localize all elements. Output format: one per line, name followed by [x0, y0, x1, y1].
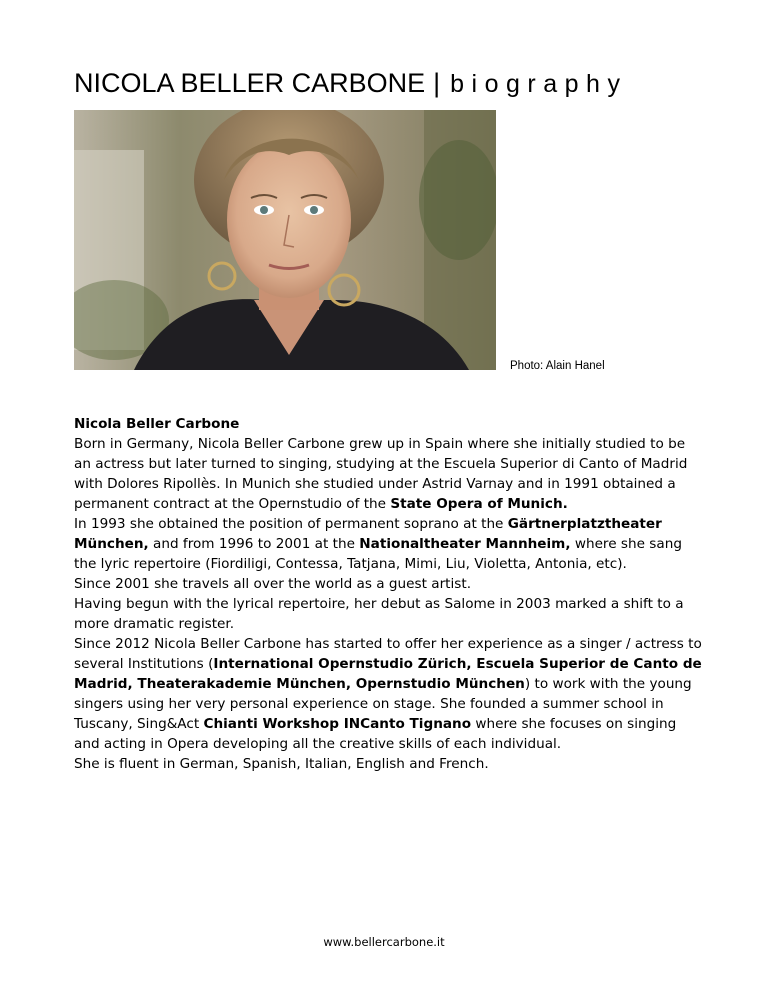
portrait-image [74, 110, 496, 370]
paragraph-4 [74, 594, 704, 634]
text-run: In 1993 she obtained the position of permanent soprano at the [74, 516, 508, 532]
text-run: Since 2012 Nicola Beller Carbone has started to offer her experience as a singer / actress to several Institutions ( [74, 636, 702, 672]
text-run: She is fluent in German, Spanish, Italian, English and French. [74, 756, 489, 772]
page-title [74, 66, 627, 101]
title-separator: | [433, 68, 441, 98]
text-run: Born in Germany, Nicola Beller Carbone grew up in Spain where she initially studied to be an actress but later turned to singing, studying at the Escuela Superior di Canto of Madrid with Dolores Ripollès. In Munich she studied under Astrid Varnay and in 1991 obtained a permanent contract at the Opernstudio of the [74, 436, 688, 512]
bold-text-run: State Opera of Munich. [390, 496, 568, 512]
text-run: ) to work with the young singers using her very personal experience on stage. She founded a summer school in Tuscany, Sing&Act [74, 676, 692, 732]
bold-text-run: International Opernstudio Zürich, Escuela Superior de Canto de Madrid, Theaterakademie München, Opernstudio München [74, 656, 702, 692]
biography-heading: Nicola Beller Carbone [74, 416, 240, 432]
bold-text-run: Nationaltheater Mannheim, [359, 536, 571, 552]
paragraph-5 [74, 634, 704, 754]
portrait-photo [74, 110, 496, 370]
photo-credit: Photo: Alain Hanel [510, 360, 605, 372]
text-run: Having begun with the lyrical repertoire, her debut as Salome in 2003 marked a shift to a more dramatic register. [74, 596, 684, 632]
bold-text-run: Chianti Workshop INCanto Tignano [203, 716, 472, 732]
title-subtitle: biography [450, 70, 628, 98]
paragraph-1 [74, 434, 704, 514]
footer-website: www.bellercarbone.it [323, 935, 445, 949]
bold-text-run: Gärtnerplatztheater München, [74, 516, 662, 552]
biography-body [74, 414, 704, 774]
text-run: and from 1996 to 2001 at the [148, 536, 360, 552]
title-name: NICOLA BELLER CARBONE [74, 68, 426, 98]
text-run: Since 2001 she travels all over the world as a guest artist. [74, 576, 472, 592]
text-run: where she focuses on singing and acting in Opera developing all the creative skills of each individual. [74, 716, 677, 752]
paragraph-2 [74, 514, 704, 574]
paragraph-6 [74, 754, 704, 774]
text-run: where she sang the lyric repertoire (Fiordiligi, Contessa, Tatjana, Mimi, Liu, Violetta, Antonia, etc). [74, 536, 682, 572]
paragraph-3 [74, 574, 704, 594]
